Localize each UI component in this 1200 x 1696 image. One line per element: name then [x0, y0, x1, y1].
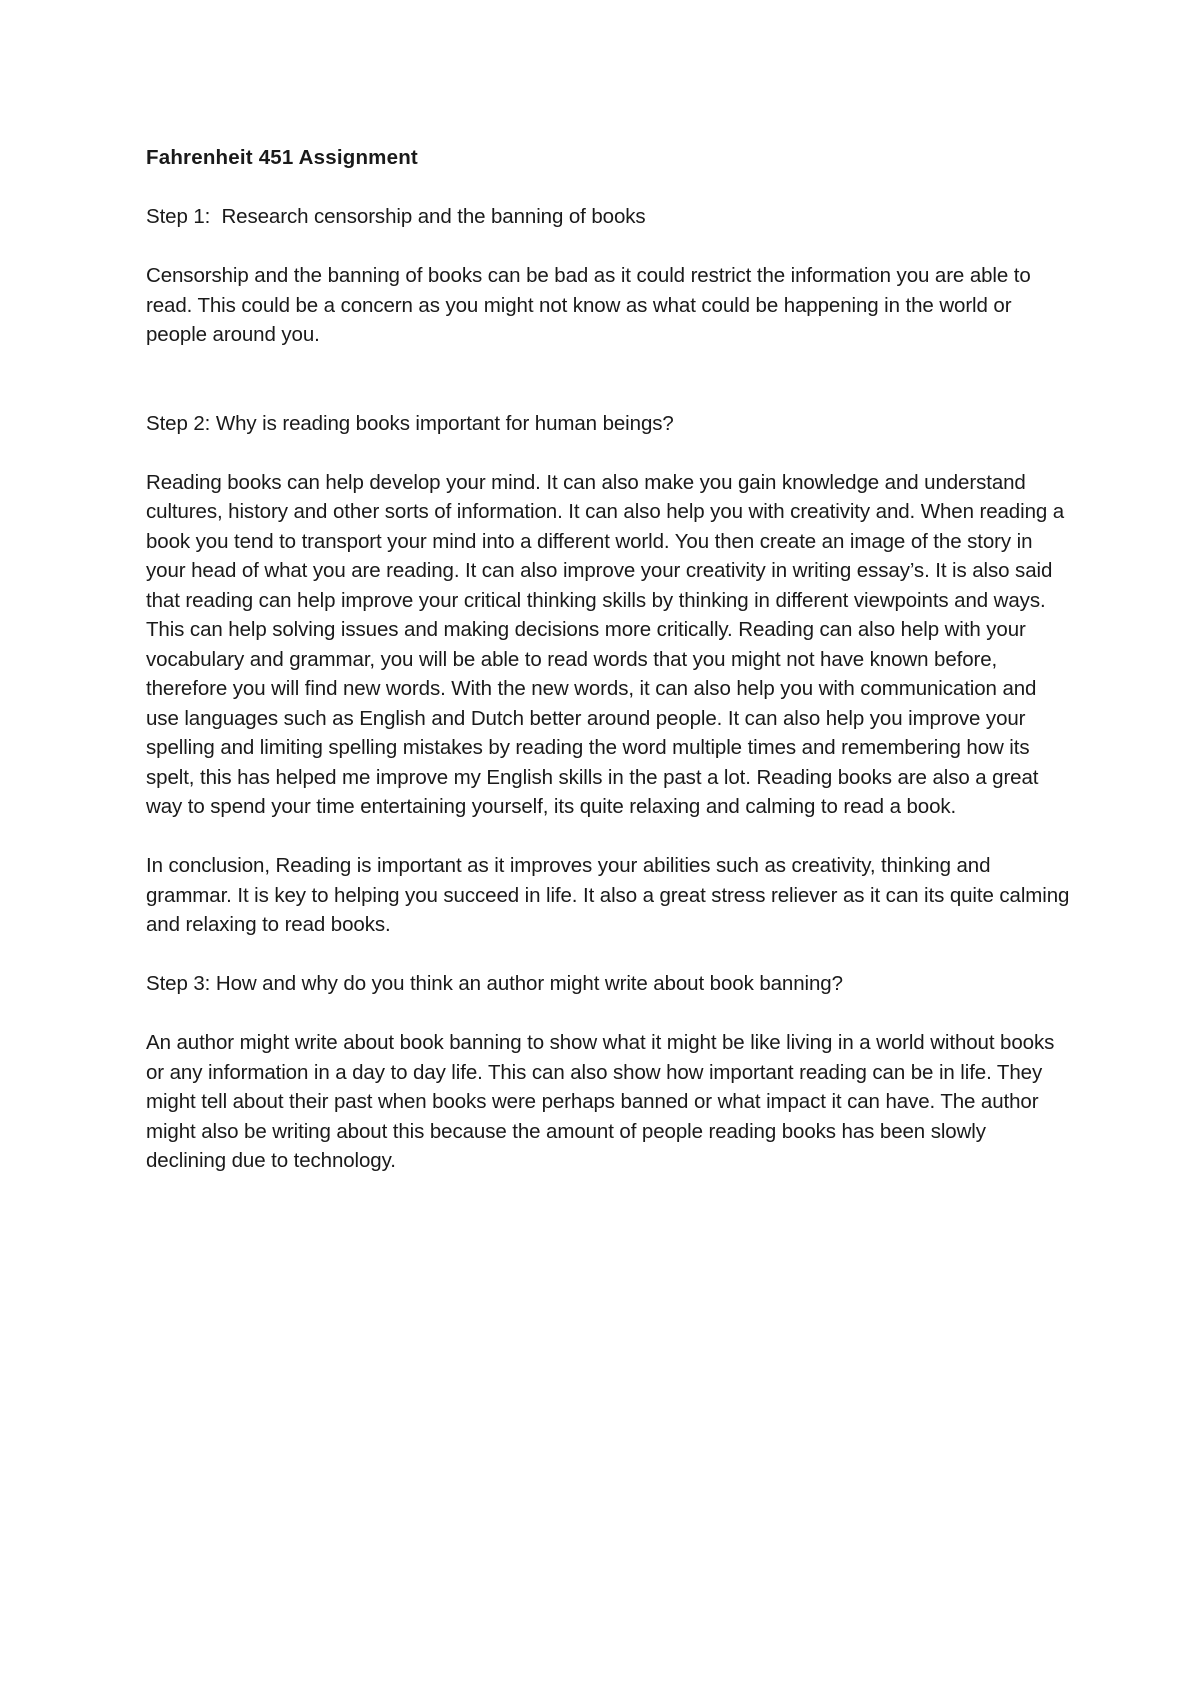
step-2-conclusion-paragraph: In conclusion, Reading is important as it improves your abilities such as creativity, thinking and grammar. It is key to helping you succeed in life. It also a great stress reliever as it can its quite calming and relaxing to read books.	[146, 854, 1070, 936]
step-2-paragraph: Reading books can help develop your mind. It can also make you gain knowledge and understand cultures, history and other sorts of information. It can also help you with creativity and. When reading a book you tend to transport your mind into a different world. You then create an image of the story in your head of what you are reading. It can also improve your creativity in writing essay’s. It is also said that reading can help improve your critical thinking skills by thinking in different viewpoints and ways. This can help solving issues and making decisions more critically. Reading can also help with your vocabulary and grammar, you will be able to read words that you might not have known before, therefore you will find new words. With the new words, it can also help you with communication and use languages such as English and Dutch better around people. It can also help you improve your spelling and limiting spelling mistakes by reading the word multiple times and remembering how its spelt, this has helped me improve my English skills in the past a lot. Reading books are also a great way to spend your time entertaining yourself, its quite relaxing and calming to read a book.	[146, 470, 1065, 818]
document-title: Fahrenheit 451 Assignment	[146, 146, 418, 169]
step-1-heading: Step 1: Research censorship and the banning of books	[146, 205, 646, 228]
step-3-heading: Step 3: How and why do you think an author might write about book banning?	[146, 972, 843, 995]
document-body	[146, 143, 1071, 1205]
step-1-paragraph: Censorship and the banning of books can be bad as it could restrict the information you are able to read. This could be a concern as you might not know as what could be happening in the world or people around you.	[146, 264, 1031, 346]
step-2-heading: Step 2: Why is reading books important for human beings?	[146, 411, 674, 435]
step-3-paragraph: An author might write about book banning to show what it might be like living in a world without books or any information in a day to day life. This can also show how important reading can be in life. They might tell about their past when books were perhaps banned or what impact it can have. The author might also be writing about this because the amount of people reading books has been slowly declining due to technology.	[146, 1031, 1055, 1172]
